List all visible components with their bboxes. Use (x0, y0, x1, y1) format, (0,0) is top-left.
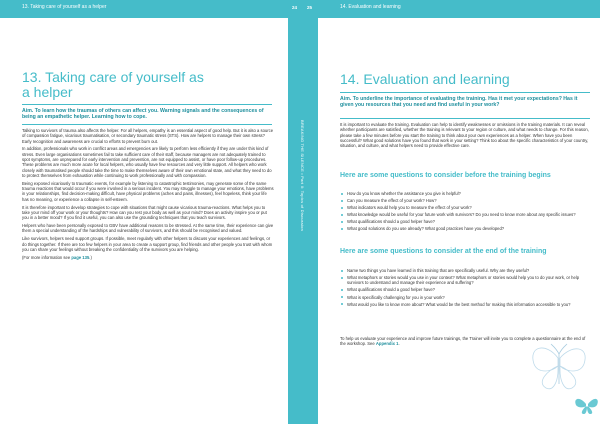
right-title-rule (340, 92, 590, 93)
more-info-suffix: .) (89, 254, 92, 260)
list-item (340, 219, 592, 224)
list-item (340, 212, 592, 217)
section-end-training-title: Here are some questions to consider at the end of the training (340, 248, 547, 255)
left-aim-text: To learn how the traumas of others can affect you. Warning signals and the consequences of being an empathetic helper. Learning how to cope. (22, 108, 264, 121)
bullet-icon (341, 200, 343, 202)
left-title-rule (22, 104, 272, 105)
left-running-header: 13. Taking care of yourself as a helper (22, 4, 107, 10)
right-intro-paragraph: It is important to evaluate the training. Evaluation can help to identify weaknesses or omissions in the training materials. It can reveal whether participants are satisfied, whether the training is relevant to your region or culture, and what needs to change. For this reason, please take a few minutes before you start the training to think about your own experiences as a helper. When have you been successful? What good solutions have you found that work in your setting? Think too about the specific characteristics of your country, situation, and culture, and what helpers need to provide effective care. (340, 122, 589, 149)
list-item-text: What qualifications should a good helper have? (347, 219, 435, 225)
bullet-icon (341, 228, 343, 230)
list-item-text: How do you know whether the assistance you give is helpful? (347, 191, 461, 196)
butterfly-icon (533, 344, 585, 389)
closing-text: To help us evaluate your experience and improve future trainings, the Trainer will invite you to complete a questionnaire at the end of the workshop. See (340, 336, 586, 347)
left-paragraph: Helpers who have been personally exposed to GBV have additional reasons to be stressed. At the same time, their experience can give them a special understanding of the hardships and vulnerability of survivors, and this should be recognised and valued. (22, 223, 274, 234)
left-paragraph: In addition, professionals who work in conflict areas and emergencies are likely to perform less efficiently if they are under this kind of stress. Even large organisations sometimes fail to take sufficient care of their staff, because managers are not adequately trained to spot symptoms, are unprepared for early intervention and prevention, are not equipped to assist, or have poor follow-up procedures. These problems are much more acute for local helpers, who usually have few resources and very little support. All helpers who work closely with traumatised people should take the time to make themselves aware of their own emotional state, and what they need to do to protect themselves from exhaustion while continuing to work professionally and with compassion. (22, 146, 272, 178)
list-item (340, 302, 592, 307)
list-item (340, 191, 592, 196)
list-item-text: Can you measure the effect of your work? How? (347, 198, 437, 204)
left-aim (22, 108, 272, 121)
spine (288, 0, 318, 424)
butterfly-illustration (518, 340, 600, 420)
list-item-text: What would you like to know more about? What would be the best method for making this information accessible to you? (347, 301, 571, 307)
small-butterfly-icon (575, 399, 598, 414)
left-aim-label: Aim. (22, 108, 34, 114)
questions-end-list (340, 268, 592, 309)
more-info-link[interactable]: page 135 (71, 254, 90, 260)
list-item (340, 205, 592, 210)
list-item (340, 198, 592, 203)
right-aim (340, 96, 590, 109)
left-more-info (22, 255, 274, 260)
right-header-band (318, 0, 600, 18)
bullet-icon (341, 270, 343, 272)
spine-text-wrap (288, 0, 318, 424)
left-paragraph: It is therefore important to develop strategies to cope with situations that might cause vicarious trauma-reactions. What helps you to take your mind off your work or your thoughts? How can you rest your body as well as your mind? Does an activity inspire you or put you in a better mood? If you find it useful, you can also use the grounding techniques that you teach survivors. (22, 204, 267, 221)
left-paragraph: Talking to survivors of trauma also affects the helper. For all helpers, empathy is an essential aspect of good help. But it is also a source of compassion fatigue, vicarious traumatisation, or secondary traumatic stress (STS). How are helpers to manage their own stress? Early recognition and awareness are crucial to efforts to prevent burn out. (22, 128, 274, 144)
left-page (0, 0, 288, 424)
bullet-icon (341, 214, 343, 216)
list-item-text: What qualifications should a good helper have? (347, 287, 435, 293)
right-aim-label: Aim. (340, 96, 352, 102)
left-page-title (22, 70, 272, 100)
right-aim-text: To underline the importance of evaluating the training. Has it met your expectations? Has it given you resources that you need and find useful in your work? (340, 96, 578, 109)
right-page-title: 14. Evaluation and learning (340, 71, 510, 87)
right-running-header: 14. Evaluation and learning (340, 4, 401, 10)
spine-text: BREAKING THE SILENCE • Part II: Topics of Discussion (300, 120, 305, 232)
list-item-text: Name two things you have learned in this training that are specifically useful. Why are they useful? (347, 268, 530, 273)
list-item-text: What indicators would help you to measure the effect of your work? (347, 205, 472, 211)
bullet-icon (341, 221, 343, 223)
list-item-text: What good solutions do you use already? What good practices have you developed? (347, 226, 505, 232)
closing-suffix: . (398, 341, 400, 347)
questions-before-list (340, 191, 592, 234)
list-item (340, 226, 592, 231)
bullet-icon (341, 193, 343, 195)
left-body-text (22, 128, 274, 263)
left-title-line-1: 13. Taking care of yourself as (22, 69, 204, 85)
bullet-icon (341, 289, 343, 291)
left-paragraph: Being exposed vicariously to traumatic events, for example by listening to catastrophic testimonies, may generate some of the same trauma reactions that would occur if you were involved in a serious incident. You may struggle to manage your emotions, have problems in your relationships, find decision-making difficult, have physical problems (aches and pains, illnesses), feel hopeless, think your life has no meaning, or experience a collapse in self-esteem. (22, 180, 274, 202)
more-info-prefix: (For more information see (22, 254, 71, 260)
list-item (340, 268, 592, 273)
appendix-link[interactable]: Appendix 1 (375, 341, 399, 347)
list-item-text: What metaphors or stories would you use in your context? What metaphors or stories would help you to do your work, or help survivors to understand and manage their experience and suffering? (347, 275, 580, 286)
list-item (340, 295, 592, 300)
list-item (340, 275, 592, 286)
bullet-icon (341, 296, 343, 298)
section-before-training-title: Here are some questions to consider before the training begins (340, 172, 551, 179)
right-page-number: 25 (307, 5, 313, 10)
left-header-band (0, 0, 288, 18)
right-aim-rule (340, 118, 590, 119)
bullet-icon (341, 277, 343, 279)
list-item-text: What is specifically challenging for you in your work? (347, 294, 445, 300)
right-page (318, 0, 600, 424)
bullet-icon (341, 303, 343, 305)
left-aim-rule (22, 124, 272, 125)
bullet-icon (341, 207, 343, 209)
list-item (340, 287, 592, 292)
list-item-text: What knowledge would be useful for your future work with survivors? Do you need to know more about any specific issues? (347, 212, 576, 218)
left-page-number: 24 (292, 5, 298, 10)
left-title-line-2: a helper (22, 84, 73, 100)
left-paragraph: Like survivors, helpers need support groups. If possible, meet regularly with other helpers to discuss your experiences and feelings, or do things together. If there are too few helpers in your area to create a support group, find friends and other people you trust with whom you can share your feelings without breaking the confidentiality of the survivors you are helping. (22, 236, 273, 252)
